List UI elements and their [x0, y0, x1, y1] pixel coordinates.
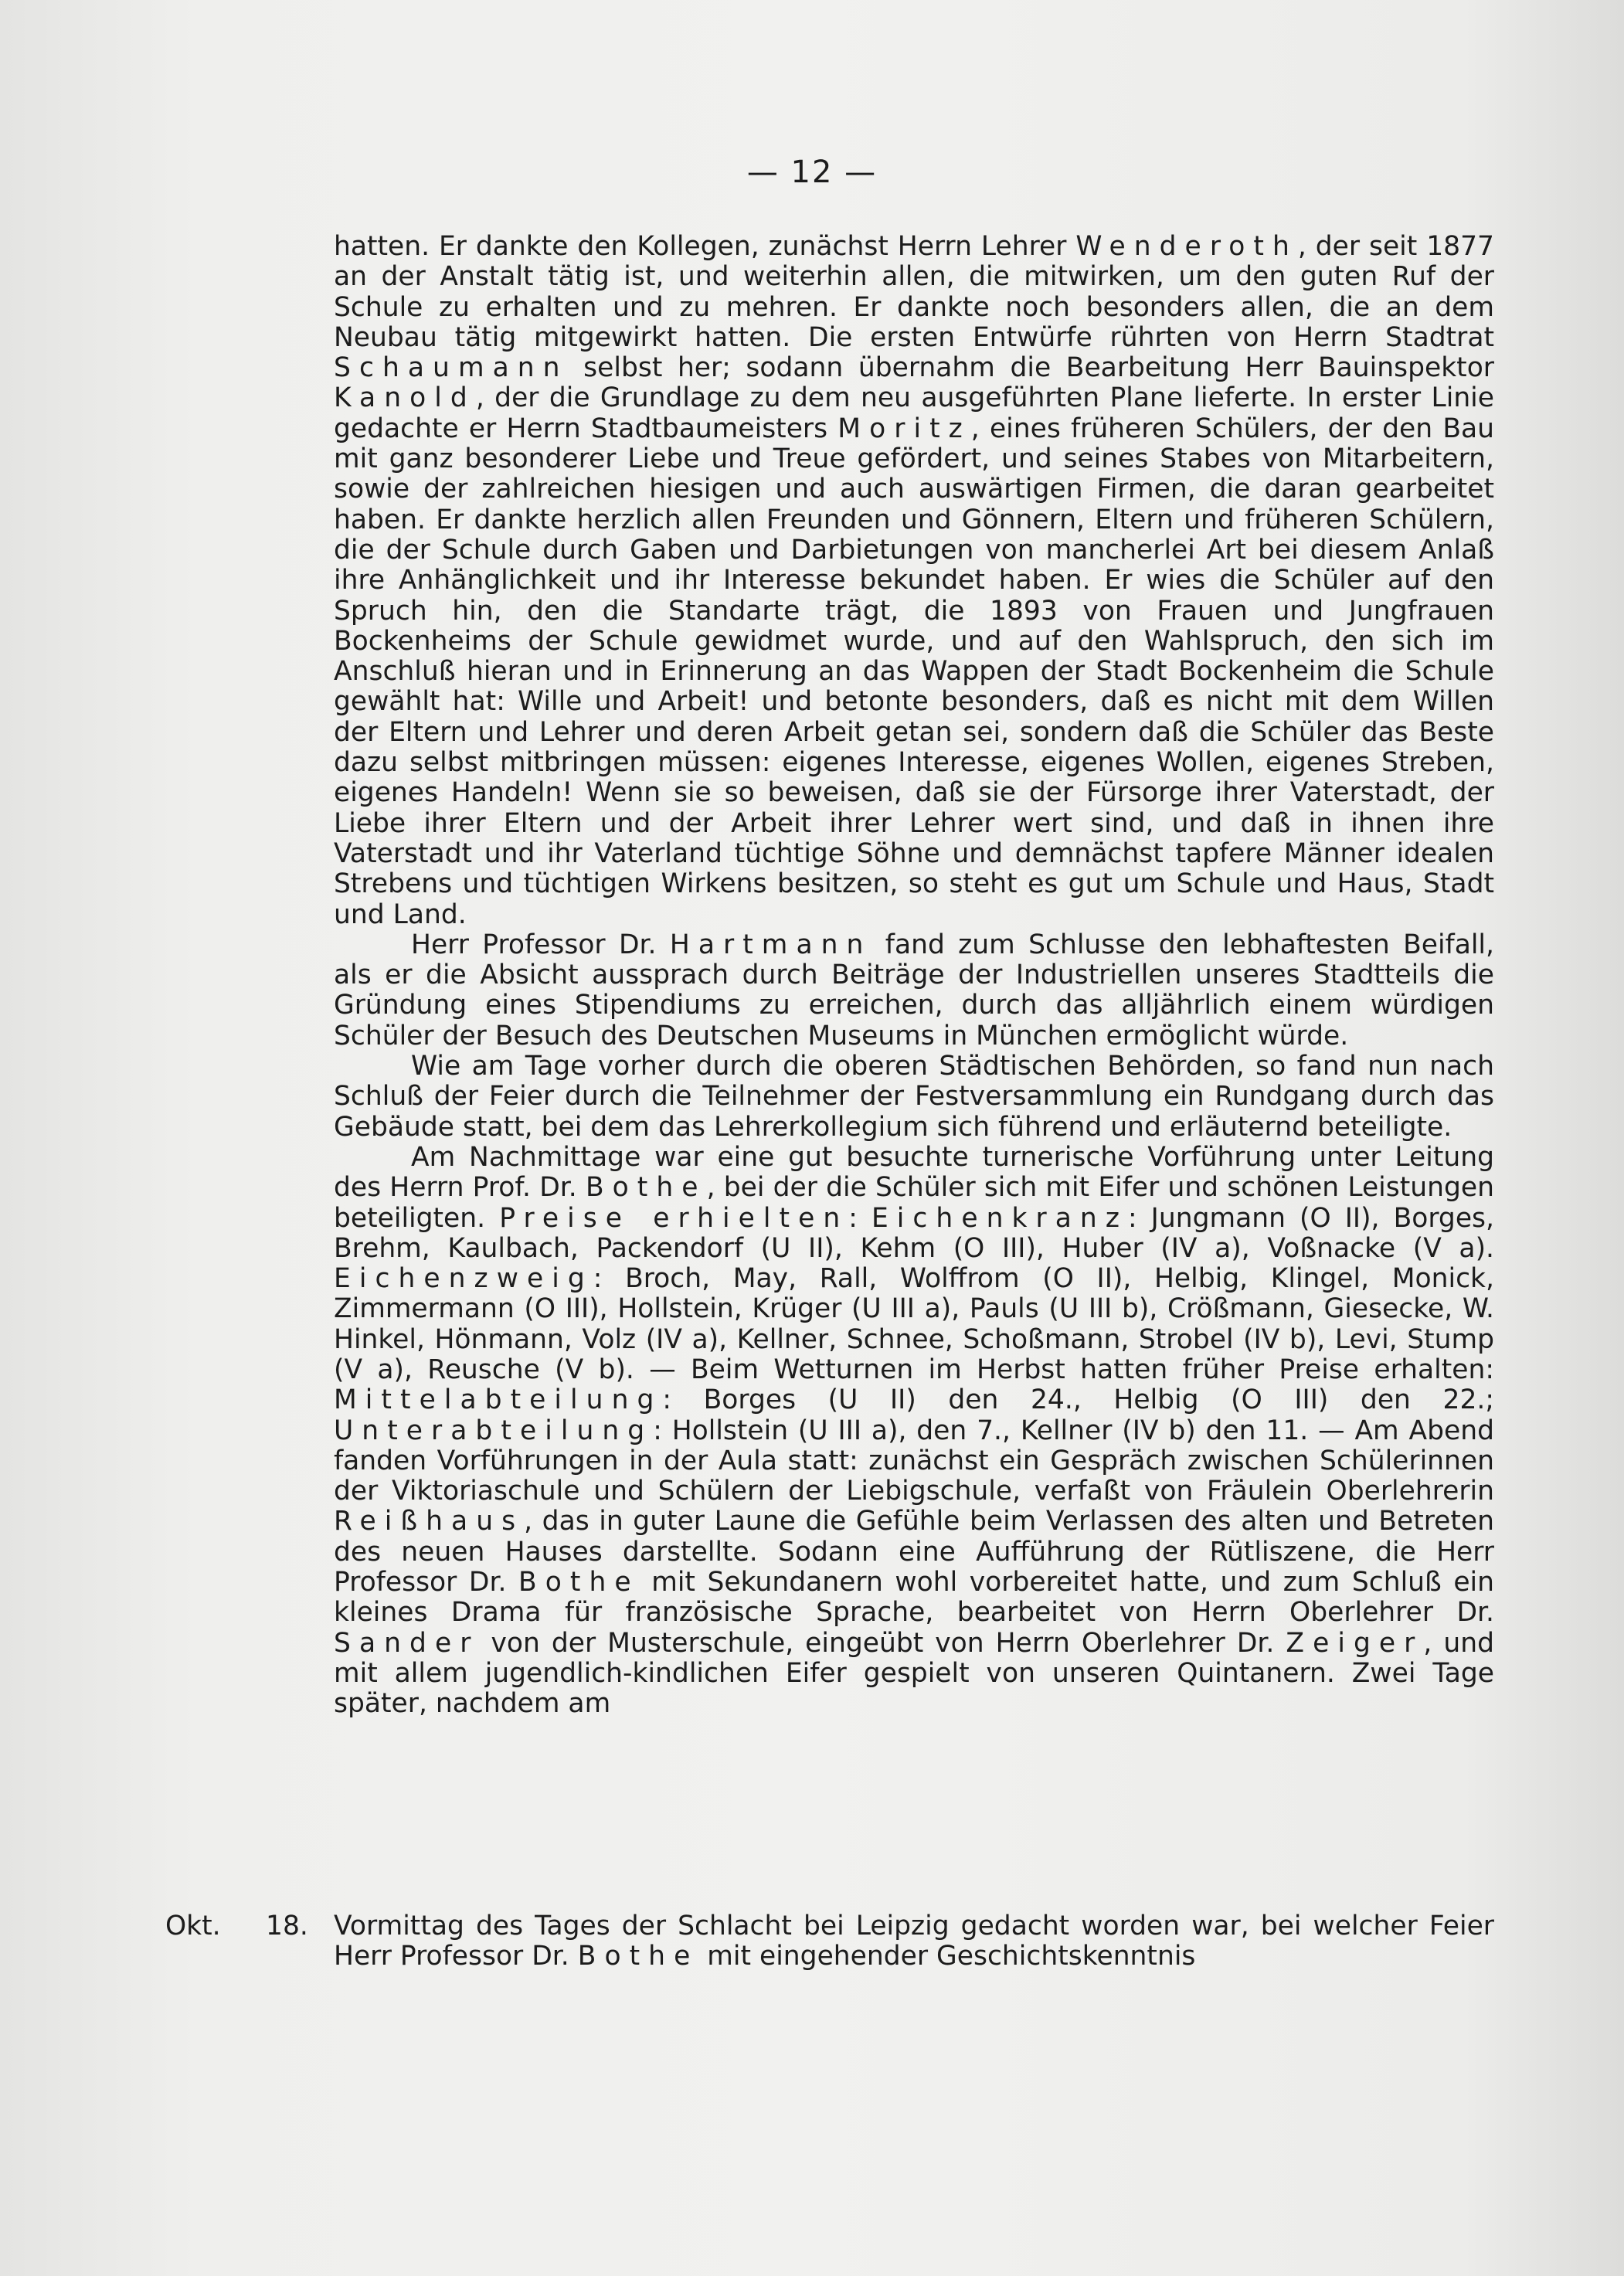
text-run: :: [848, 1202, 871, 1234]
text-run: mit eingehender Geschichtskenntnis: [698, 1941, 1196, 1972]
text-run: selbst her; sodann übernahm die Bearbeitung Herr Bauinspektor: [568, 352, 1494, 384]
text-run: , eines früheren Schülers, der den Bau mit ganz besonderer Liebe und Treue gefördert, und seines Stabes von Mitarbeitern, sowie der zahlreichen hiesigen und auch auswärtigen Firmen, die daran gearbeitet haben. Er dankte herzlich allen Freunden und Gönnern, Eltern und früheren Schülern, die der Schule durch Gaben und Darbietungen von mancherlei Art bei diesem Anlaß ihre Anhänglichkeit und ihr Interesse bekundet haben. Er wies die Schüler auf den Spruch hin, den die Standarte trägt, die 1893 von Frauen und Jungfrauen Bockenheims der Schule gewidmet wurde, und auf den Wahlspruch, den sich im Anschluß hieran und in Erinnerung an das Wappen der Stadt Bockenheim die Schule gewählt hat: Wille und Arbeit! und betonte besonders, daß es nicht mit dem Willen der Eltern und Lehrer und deren Arbeit getan sei, sondern daß die Schüler das Beste dazu selbst mitbringen müssen: eigenes Interesse, eigenes Wollen, eigenes Streben, eigenes Handeln! Wenn sie so beweisen, daß sie der Fürsorge ihrer Vaterstadt, der Liebe ihrer Eltern und der Arbeit ihrer Lehrer wert sind, und daß in ihnen ihre Vaterstadt und ihr Vaterland tüchtige Söhne und demnächst tapfere Männer idealen Strebens und tüchtigen Wirkens besitzen, so steht es gut um Schule und Haus, Stadt und Land.: [334, 413, 1495, 930]
paragraph-4: [334, 1143, 1494, 1720]
date-day: 18.: [266, 1911, 308, 1941]
text-run: , der die Grundlage zu dem neu ausgeführten Plane lieferte. In erster Linie gedachte er Herrn Stadtbaumeisters: [334, 382, 1494, 444]
paragraph-2: [334, 930, 1494, 1051]
spaced-name: Unterabteilung: [334, 1415, 654, 1446]
spaced-name: Sander: [334, 1627, 480, 1659]
spaced-name: Bothe: [585, 1172, 707, 1204]
spaced-name: Bothe: [577, 1941, 699, 1972]
text-run: hatten. Er dankte den Kollegen, zunächst Herrn Lehrer: [334, 231, 1076, 262]
body-text: [334, 232, 1494, 1720]
spaced-name: Zeiger: [1286, 1627, 1424, 1659]
text-run: fand zum Schlusse den lebhaftesten Beifall, als er die Absicht aussprach durch Beiträge der Industriellen unseres Stadtteils die Gründung eines Stipendiums zu erreichen, durch das alljährlich einem würdigen Schüler der Besuch des Deutschen Museums in München ermöglicht würde.: [334, 929, 1494, 1051]
spaced-name: Wenderoth: [1075, 231, 1298, 262]
text-run: Am Nachmittage war eine gut besuchte turnerische Vorführung unter Leitung des Herrn Prof. Dr.: [334, 1141, 1494, 1204]
spaced-name: Bothe: [518, 1567, 640, 1598]
spaced-name: Schaumann: [334, 352, 569, 384]
text-run: : Broch, May, Rall, Wolffrom (O II), Helbig, Klingel, Monick, Zimmermann (O III), Hollstein, Krüger (U III a), Pauls (U III b), Crößmann, Giesecke, W. Hinkel, Hönmann, Volz (IV a), Kellner, Schnee, Schoßmann, Strobel (IV b), Levi, Stump (V a), Reusche (V b). — Beim Wetturnen im Herbst hatten früher Preise erhalten:: [334, 1263, 1494, 1385]
text-run: Wie am Tage vorher durch die oberen Städtischen Behörden, so fand nun nach Schluß der Feier durch die Teilnehmer der Festversammlung ein Rundgang durch das Gebäude statt, bei dem das Lehrerkollegium sich führend und erläuternd beteiligte.: [334, 1051, 1494, 1143]
text-run: mit Sekundanern wohl vorbereitet hatte, und zum Schluß ein kleines Drama für französische Sprache, bearbeitet von Herrn Oberlehrer Dr.: [334, 1567, 1494, 1629]
spaced-name: Reißhaus: [334, 1506, 525, 1537]
spaced-name: Hartmann: [669, 929, 872, 960]
spaced-name: Eichenzweig: [334, 1263, 593, 1295]
spaced-name: Preise erhielten: [499, 1202, 849, 1234]
text-run: Vormittag des Tages der Schlacht bei Leipzig gedacht worden war, bei welcher Feier Herr Professor Dr.: [334, 1911, 1494, 1972]
page-number: — 12 —: [746, 155, 878, 190]
dated-entry-text: [334, 1911, 1494, 1972]
date-month: Okt.: [165, 1911, 221, 1941]
text-run: : Jungmann (O II), Borges, Brehm, Kaulbach, Packendorf (U II), Kehm (O III), Huber (IV a), Voßnacke (V a).: [334, 1202, 1494, 1264]
text-run: , der seit 1877 an der Anstalt tätig ist, und weiterhin allen, die mitwirken, um den guten Ruf der Schule zu erhalten und zu mehren. Er dankte noch besonders allen, die an dem Neubau tätig mitgewirkt hatten. Die ersten Entwürfe rührten von Herrn Stadtrat: [334, 231, 1494, 353]
paragraph-3: [334, 1051, 1494, 1143]
text-run: , das in guter Laune die Gefühle beim Verlassen des alten und Betreten des neuen Hauses darstellte. Sodann eine Aufführung der Rütliszene, die Herr Professor Dr.: [334, 1506, 1494, 1598]
text-run: , bei der die Schüler sich mit Eifer und schönen Leistungen beteiligten.: [334, 1172, 1494, 1234]
spaced-name: Kanold: [334, 382, 476, 414]
spaced-name: Mittelabteilung: [334, 1384, 663, 1416]
text-run: Herr Professor Dr.: [411, 929, 670, 960]
text-run: , und mit allem jugendlich-kindlichen Eifer gespielt von unseren Quintanern. Zwei Tage später, nachdem am: [334, 1627, 1494, 1720]
text-run: : Hollstein (U III a), den 7., Kellner (IV b) den 11. — Am Abend fanden Vorführungen in der Aula statt: zunächst ein Gespräch zwischen Schülerinnen der Viktoriaschule und Schülern der Liebigschule, verfaßt von Fräulein Oberlehrerin: [334, 1415, 1494, 1507]
text-run: : Borges (U II) den 24., Helbig (O III) den 22.;: [662, 1384, 1494, 1416]
spaced-name: Eichenkranz: [871, 1202, 1128, 1234]
paragraph-1: [334, 232, 1494, 930]
spaced-name: Moritz: [837, 413, 971, 444]
text-run: von der Musterschule, eingeübt von Herrn Oberlehrer Dr.: [479, 1627, 1286, 1659]
